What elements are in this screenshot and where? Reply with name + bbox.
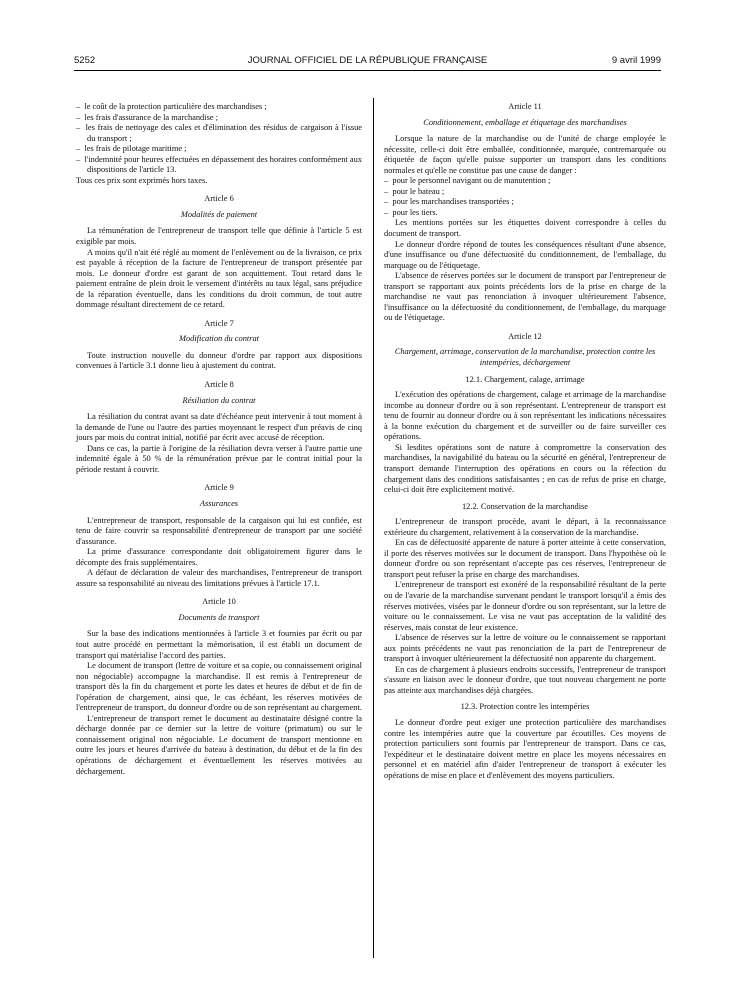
article-subtitle: Chargement, arrimage, conservation de la marchandise, protection contre les intempéries, déchargement [394,347,656,368]
paragraph: L'entrepreneur de transport remet le document au destinataire désigné contre la décharge donnée par ce dernier sur la lettre de voiture (primatum) ou sur le connaissement original non négociable. Le document de transport mentionne en outre les jours et heures d'arrivée du bateau à destination, du début et de la fin des opérations de déchargement et éventuellement les réserves motivées au déchargement. [76,713,362,776]
paragraph: En cas de chargement à plusieurs endroits successifs, l'entrepreneur de transport s'assure en liaison avec le donneur d'ordre, que tout nouveau chargement ne porte pas atteinte aux marchandises déjà chargées. [384,664,666,695]
cost-list [76,102,362,176]
list-item: – les frais de pilotage maritime ; [76,144,362,155]
paragraph: En cas de défectuosité apparente de nature à porter atteinte à cette conservation, il porte des réserves motivées sur le document de transport. Dans l'hypothèse où le donneur d'ordre ou son représentant n'accepte pas ces réserves, l'entrepreneur de transport peut refuser la prise en charge des marchandises. [384,538,666,579]
paragraph: Sur la base des indications mentionnées à l'article 3 et fournies par écrit ou par tout autre procédé en permettant la mémorisation, il est établi un document de transport qui matérialise l'accord des parties. [76,629,362,660]
paragraph: Le document de transport (lettre de voiture et sa copie, ou connaissement original non négociable) accompagne la marchandise. Il est remis à l'entrepreneur de transport dès la fin du chargement et porte les dates et heures de début et de fin de l'opération de chargement, ainsi que, le cas échéant, les réserves motivées de l'entrepreneur de transport, du donneur d'ordre ou de son représentant au chargement. [76,661,362,713]
article-subtitle: Documents de transport [178,612,260,622]
paragraph: L'entrepreneur de transport procède, avant le départ, à la reconnaissance extérieure du chargement, relativement à la conservation de la marchandise. [384,517,666,537]
paragraph: Lorsque la nature de la marchandise ou de l'unité de charge employée le nécessite, celle-ci doit être emballée, conditionnée, marquée, contremarquée ou étiquetée de façon qu'elle puisse supporter un transport dans les conditions normales et qu'elle ne constitue pas une cause de danger : [384,134,666,175]
list-item: – les frais d'assurance de la marchandise ; [76,113,362,124]
list-item: – l'indemnité pour heures effectuées en dépassement des horaires conformément aux dispositions de l'article 13. [76,155,362,176]
article-heading: Article 7 [204,318,234,328]
article-heading: Article 8 [204,380,234,390]
header-rule [74,70,661,71]
article-subtitle: Assurances [199,498,239,508]
article-heading: Article 11 [508,102,542,111]
section-heading: 12.3. Protection contre les intempéries [460,702,590,712]
article-heading: Article 9 [204,483,234,493]
article-subtitle: Modification du contrat [178,334,260,344]
section-heading: 12.1. Chargement, calage, arrimage [465,374,585,384]
paragraph: Si lesdites opérations sont de nature à compromettre la conservation des marchandises, la navigabilité du bateau ou la sécurité en général, l'entrepreneur de transport demande l'interruption des opérations en cours ou la réfection du chargement dans des conditions satisfaisantes ; en cas de refus de prise en charge, celui-ci doit être explicitement motivé. [384,442,666,495]
column-divider [373,98,374,958]
paragraph: Toute instruction nouvelle du donneur d'ordre par rapport aux dispositions convenues à l'article 3.1 donne lieu à ajustement du contrat. [76,350,362,371]
list-item: – pour le bateau ; [384,187,666,198]
list-item: – pour les tiers. [384,208,666,219]
section-heading: 12.2. Conservation de la marchandise [461,501,589,511]
paragraph: L'entrepreneur de transport, responsable de la cargaison qui lui est confiée, est tenu de faire couvrir sa responsabilité d'entrepreneur de transport par une société d'assurance. [76,515,362,546]
paragraph: Tous ces prix sont exprimés hors taxes. [76,175,208,185]
publication-date: 9 avril 1999 [611,55,661,66]
article-heading: Article 6 [204,194,234,204]
left-column [76,102,362,777]
article-subtitle: Conditionnement, emballage et étiquetage des marchandises [423,117,627,127]
list-item: – pour le personnel navigant ou de manutention ; [384,176,666,187]
page-header [74,55,661,69]
paragraph: L'absence de réserves portées sur le document de transport par l'entrepreneur de transport se rapportant aux points précédents lors de la prise en charge de la marchandise ne vaut pas renonciation à invoquer ultérieurement l'absence, l'insuffisance ou la défectuosité du conditionnement, de l'emballage, du marquage ou de l'étiquetage. [384,271,666,323]
paragraph: L'entrepreneur de transport est exonéré de la responsabilité résultant de la perte ou de l'avarie de la marchandise survenant pendant le transport lorsqu'il a émis des réserves motivées, visées par le donneur d'ordre ou son représentant, sur la lettre de voiture ou le connaissement. Le visa ne vaut pas acceptation de la validité des réserves, mais constat de leur existence. [384,580,666,632]
right-column [384,102,666,781]
article-heading: Article 10 [202,597,236,607]
paragraph: La prime d'assurance correspondante doit obligatoirement figurer dans le décompte des frais supplémentaires. [76,547,362,567]
paragraph: Les mentions portées sur les étiquettes doivent correspondre à celles du document de transport. [384,218,666,239]
paragraph: A défaut de déclaration de valeur des marchandises, l'entrepreneur de transport assure sa responsabilité au niveau des limitations prévues à l'article 17.1. [76,568,362,588]
article-heading: Article 12 [508,331,542,341]
page-number: 5252 [74,55,96,66]
list-item: – le coût de la protection particulière des marchandises ; [76,102,362,113]
paragraph: La rémunération de l'entrepreneur de transport telle que définie à l'article 5 est exigible par mois. [76,226,362,247]
paragraph: Le donneur d'ordre peut exiger une protection particulière des marchandises contre les intempéries autre que la couverture par écoutilles. Ces moyens de protection particuliers sont fournis par l'entrepreneur de transport. Dans ce cas, l'expéditeur et le destinataire doivent mettre en place les moyens nécessaires en personnel et en matériel afin d'aider l'entrepreneur de transport à exécuter les opérations de mise en place et d'enlèvement des moyens particuliers. [384,717,666,780]
article-subtitle: Résiliation du contrat [182,395,256,405]
journal-title: JOURNAL OFFICIEL DE LA RÉPUBLIQUE FRANÇAISE [247,55,488,66]
paragraph: A moins qu'il n'ait été réglé au moment de l'enlèvement ou de la livraison, ce prix est payable à réception de la facture de l'entrepreneur de transport présentée par mois. Le donneur d'ordre est garant de son acquittement. Tout retard dans le paiement entraîne de plein droit le versement d'intérêts au taux légal, sans préjudice de la réparation éventuelle, dans les conditions du droit commun, de tout autre dommage résultant directement de ce retard. [76,247,362,310]
article-subtitle: Modalités de paiement [180,209,258,219]
paragraph: La résiliation du contrat avant sa date d'échéance peut intervenir à tout moment à la demande de l'une ou l'autre des parties moyennant le respect d'un préavis de cinq jours par mois du contrat initial, notifié par écrit avec accusé de réception. [76,412,362,443]
danger-list [384,176,666,218]
paragraph: Dans ce cas, la partie à l'origine de la résiliation devra verser à l'autre partie une indemnité égale à 50 % de la rémunération prévue par le contrat initial pour la période restant à couvrir. [76,443,362,474]
paragraph: Le donneur d'ordre répond de toutes les conséquences résultant d'une absence, d'une insuffisance ou d'une défectuosité du conditionnement, de l'emballage, du marquage ou de l'étiquetage. [384,239,666,270]
list-item: – les frais de nettoyage des cales et d'élimination des résidus de cargaison à l'issue du transport ; [76,123,362,144]
list-item: – pour les marchandises transportées ; [384,197,666,208]
paragraph: L'exécution des opérations de chargement, calage et arrimage de la marchandise incombe au donneur d'ordre ou à son représentant. L'entrepreneur de transport est tenu de fournir au donneur d'ordre ou à son représentant les indications nécessaires à la bonne exécution du chargement et de surveiller ou de faire surveiller ces opérations. [384,390,666,442]
paragraph: L'absence de réserves sur la lettre de voiture ou le connaissement se rapportant aux points précédents ne vaut pas renonciation de la part de l'entrepreneur de transport à invoquer ultérieurement la défectuosité non apparente du chargement. [384,633,666,664]
